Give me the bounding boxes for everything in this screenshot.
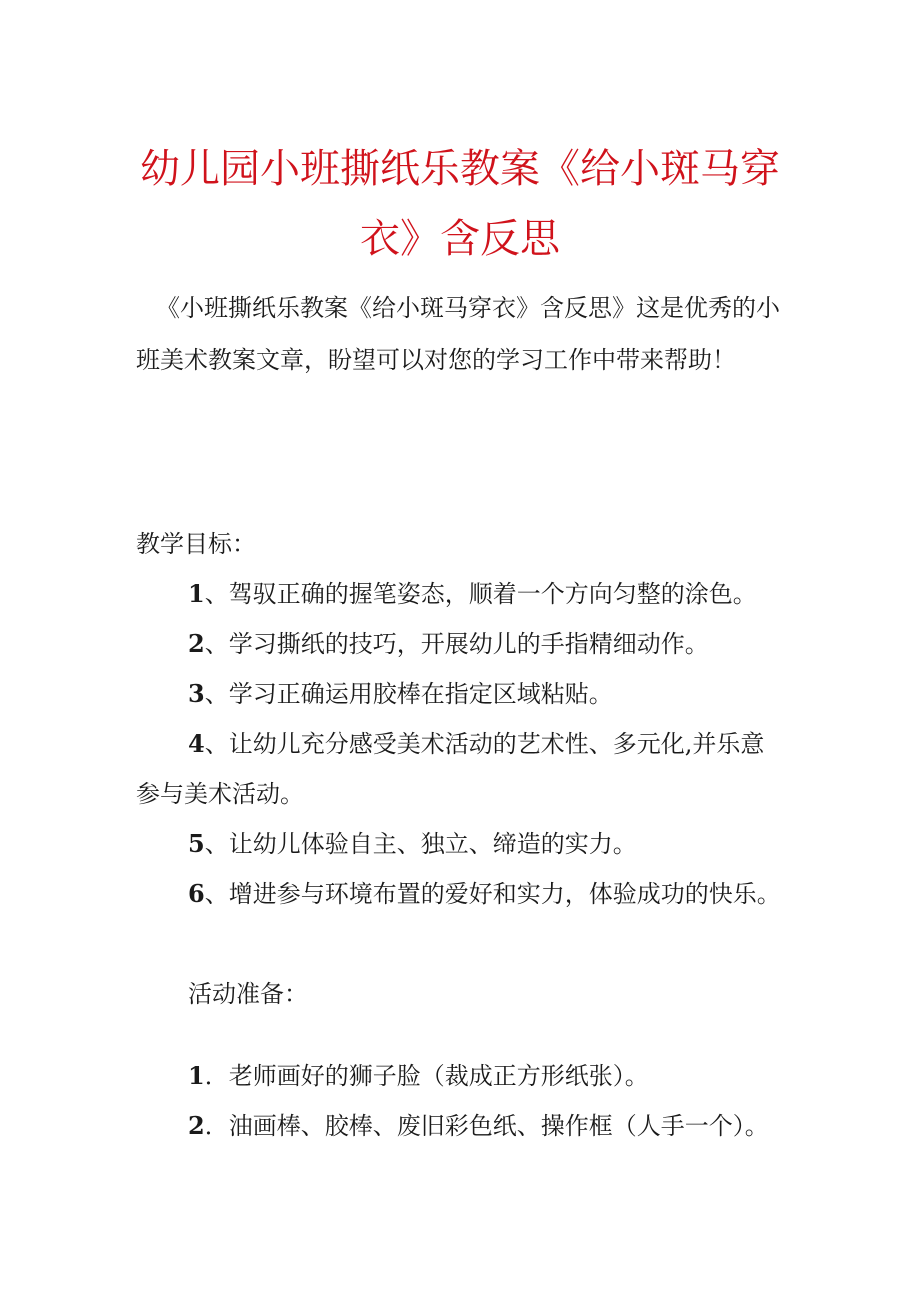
prep-number: 2 [188, 1111, 205, 1140]
goal-number: 2 [188, 629, 205, 658]
goal-number: 6 [188, 879, 205, 908]
prep-heading: 活动准备： [188, 980, 308, 1008]
goal-item-2 [188, 627, 709, 661]
goal-item-4 [188, 727, 764, 761]
goal-text: 、让幼儿充分感受美术活动的艺术性、多元化,并乐意 [204, 730, 765, 758]
prep-number: 1 [188, 1061, 205, 1090]
goal-item-5 [188, 827, 637, 861]
goals-heading: 教学目标： [136, 530, 256, 558]
intro-paragraph: 《小班撕纸乐教案《给小斑马穿衣》含反思》这是优秀的小班美术教案文章，盼望可以对您的学习工作中带来帮助！ [136, 294, 780, 374]
goal-text: 、学习正确运用胶棒在指定区域粘贴。 [204, 680, 613, 708]
goal-item-4-continued: 参与美术活动。 [136, 780, 304, 808]
prep-item-2 [188, 1109, 769, 1143]
goal-text: 、让幼儿体验自主、独立、缔造的实力。 [204, 830, 637, 858]
prep-text: ．老师画好的狮子脸（裁成正方形纸张）。 [204, 1062, 649, 1090]
goal-text: 、增进参与环境布置的爱好和实力，体验成功的快乐。 [204, 880, 781, 908]
goal-item-3 [188, 677, 613, 711]
prep-item-1 [188, 1059, 649, 1093]
goal-number: 5 [188, 829, 205, 858]
title-line-1: 幼儿园小班撕纸乐教案《给小斑马穿 [140, 146, 780, 192]
goal-item-1 [188, 577, 757, 611]
goal-number: 1 [188, 579, 205, 608]
goal-text: 、驾驭正确的握笔姿态，顺着一个方向匀整的涂色。 [204, 580, 757, 608]
goal-number: 3 [188, 679, 205, 708]
goal-number: 4 [188, 729, 205, 758]
title-line-2: 衣》含反思 [360, 216, 560, 262]
goal-item-6 [188, 877, 781, 911]
goal-text: 、学习撕纸的技巧，开展幼儿的手指精细动作。 [204, 630, 709, 658]
prep-text: ．油画棒、胶棒、废旧彩色纸、操作框（人手一个）。 [204, 1112, 769, 1140]
